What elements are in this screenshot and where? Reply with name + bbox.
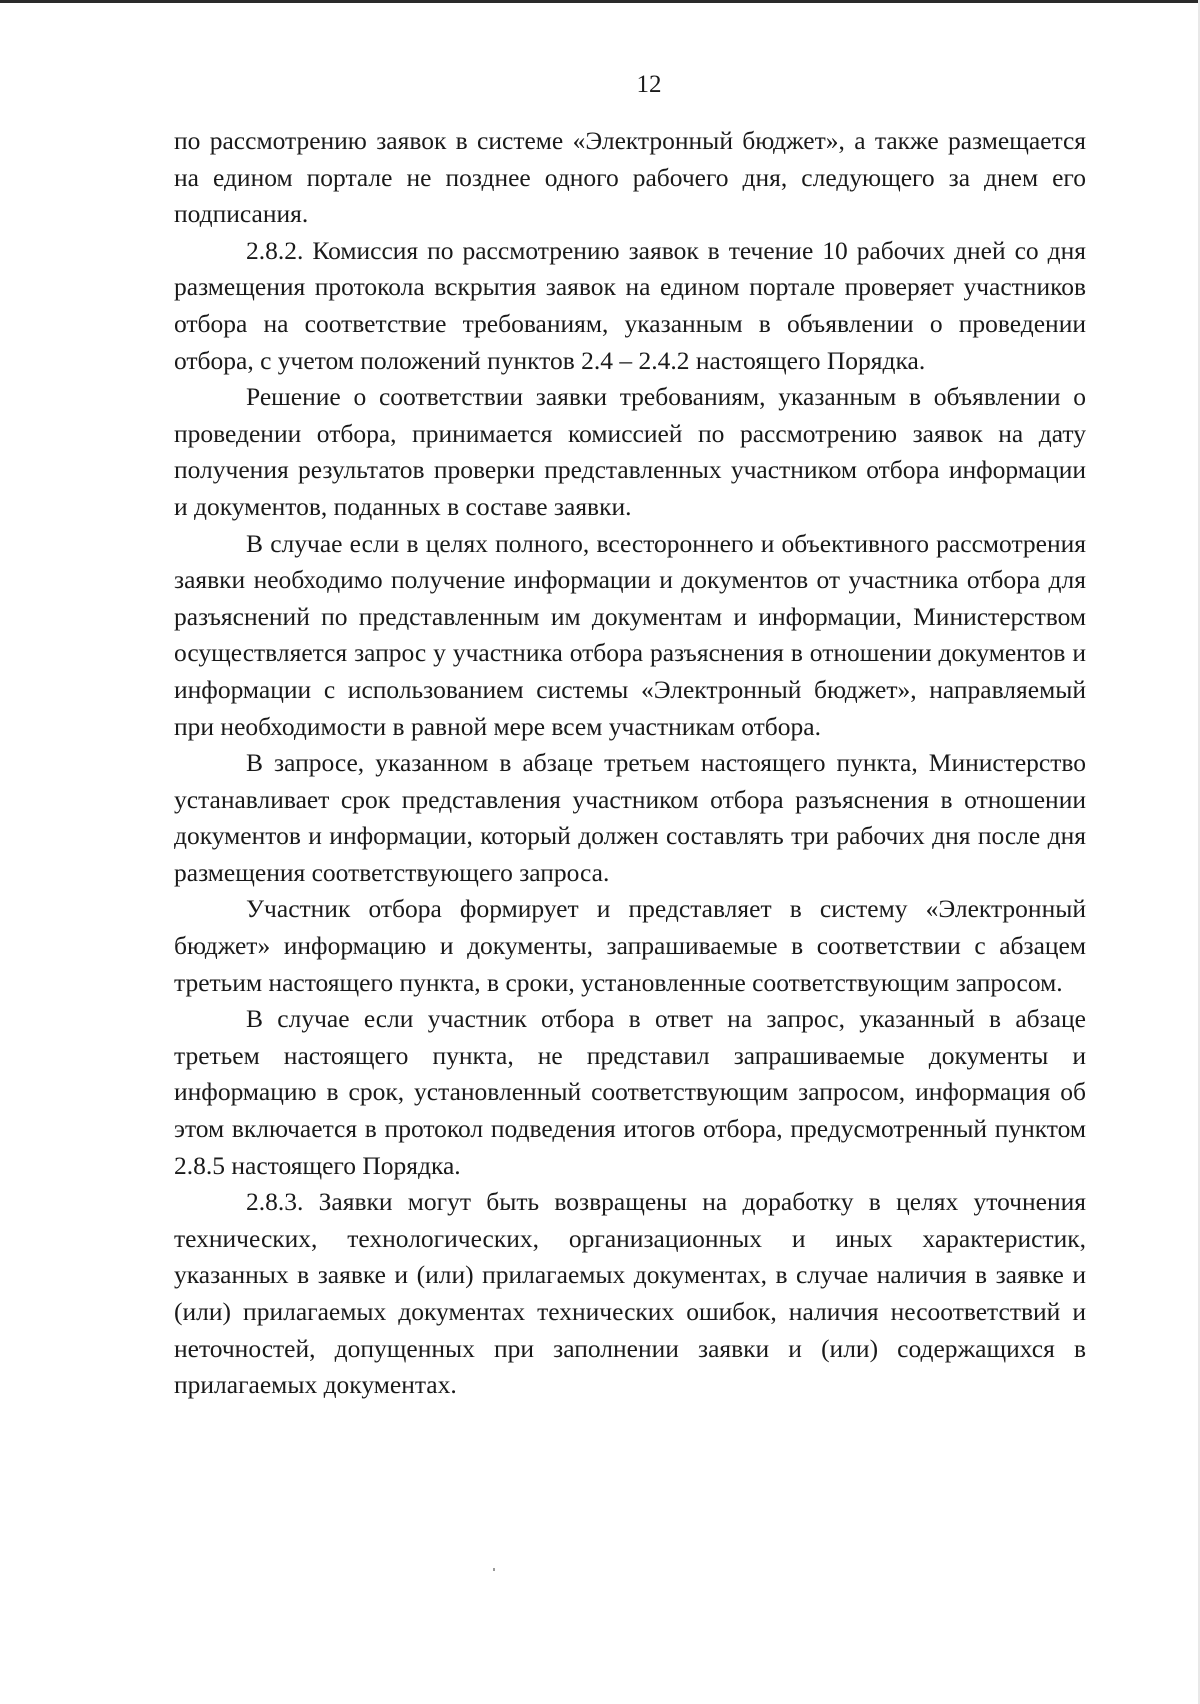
paragraph-2-8-2: 2.8.2. Комиссия по рассмотрению заявок в течение 10 рабочих дней со дня размещения протокола вскрытия заявок на едином портале проверяет участников отбора на соответствие требованиям, указанным в объявлении о проведении отбора, с учетом положений пунктов 2.4 – 2.4.2 настоящего Порядка. bbox=[174, 235, 1086, 375]
scan-speck bbox=[493, 1568, 495, 1571]
paragraph-continuation: по рассмотрению заявок в системе «Электронный бюджет», а также размещается на едином портале не позднее одного рабочего дня, следующего за днем его подписания. bbox=[174, 126, 1086, 229]
paragraph-non-submission: В случае если участник отбора в ответ на запрос, указанный в абзаце третьем настоящего пункта, не представил запрашиваемые документы и информацию в срок, установленный соответствующим запросом, информация об этом включается в протокол подведения итогов отбора, предусмотренный пунктом 2.8.5 настоящего Порядка. bbox=[174, 1004, 1086, 1180]
paragraph-clarification-request: В случае если в целях полного, всестороннего и объективного рассмотрения заявки необходимо получение информации и документов от участника отбора для разъяснений по представленным им документам и информации, Министерством осуществляется запрос у участника отбора разъяснения в отношении документов и информации с использованием системы «Электронный бюджет», направляемый при необходимости в равной мере всем участникам отбора. bbox=[174, 528, 1086, 741]
scan-top-edge bbox=[0, 0, 1200, 3]
paragraph-2-8-3: 2.8.3. Заявки могут быть возвращены на доработку в целях уточнения технических, технологических, организационных и иных характеристик, указанных в заявке и (или) прилагаемых документах, в случае наличия в заявке и (или) прилагаемых документах технических ошибок, наличия несоответствий и неточностей, допущенных при заполнении заявки и (или) содержащихся в прилагаемых документах. bbox=[174, 1187, 1086, 1400]
document-body bbox=[174, 123, 1086, 1404]
page-number: 12 bbox=[636, 71, 662, 98]
paragraph-request-deadline: В запросе, указанном в абзаце третьем настоящего пункта, Министерство устанавливает срок представления участником отбора разъяснения в отношении документов и информации, который должен составлять три рабочих дня после дня размещения соответствующего запроса. bbox=[174, 748, 1086, 887]
paragraph-participant-submission: Участник отбора формирует и представляет в систему «Электронный бюджет» информацию и документы, запрашиваемые в соответствии с абзацем третьим настоящего пункта, в сроки, установленные соответствующим запросом. bbox=[174, 894, 1086, 997]
paragraph-decision: Решение о соответствии заявки требованиям, указанным в объявлении о проведении отбора, принимается комиссией по рассмотрению заявок на дату получения результатов проверки представленных участником отбора информации и документов, поданных в составе заявки. bbox=[174, 382, 1086, 521]
